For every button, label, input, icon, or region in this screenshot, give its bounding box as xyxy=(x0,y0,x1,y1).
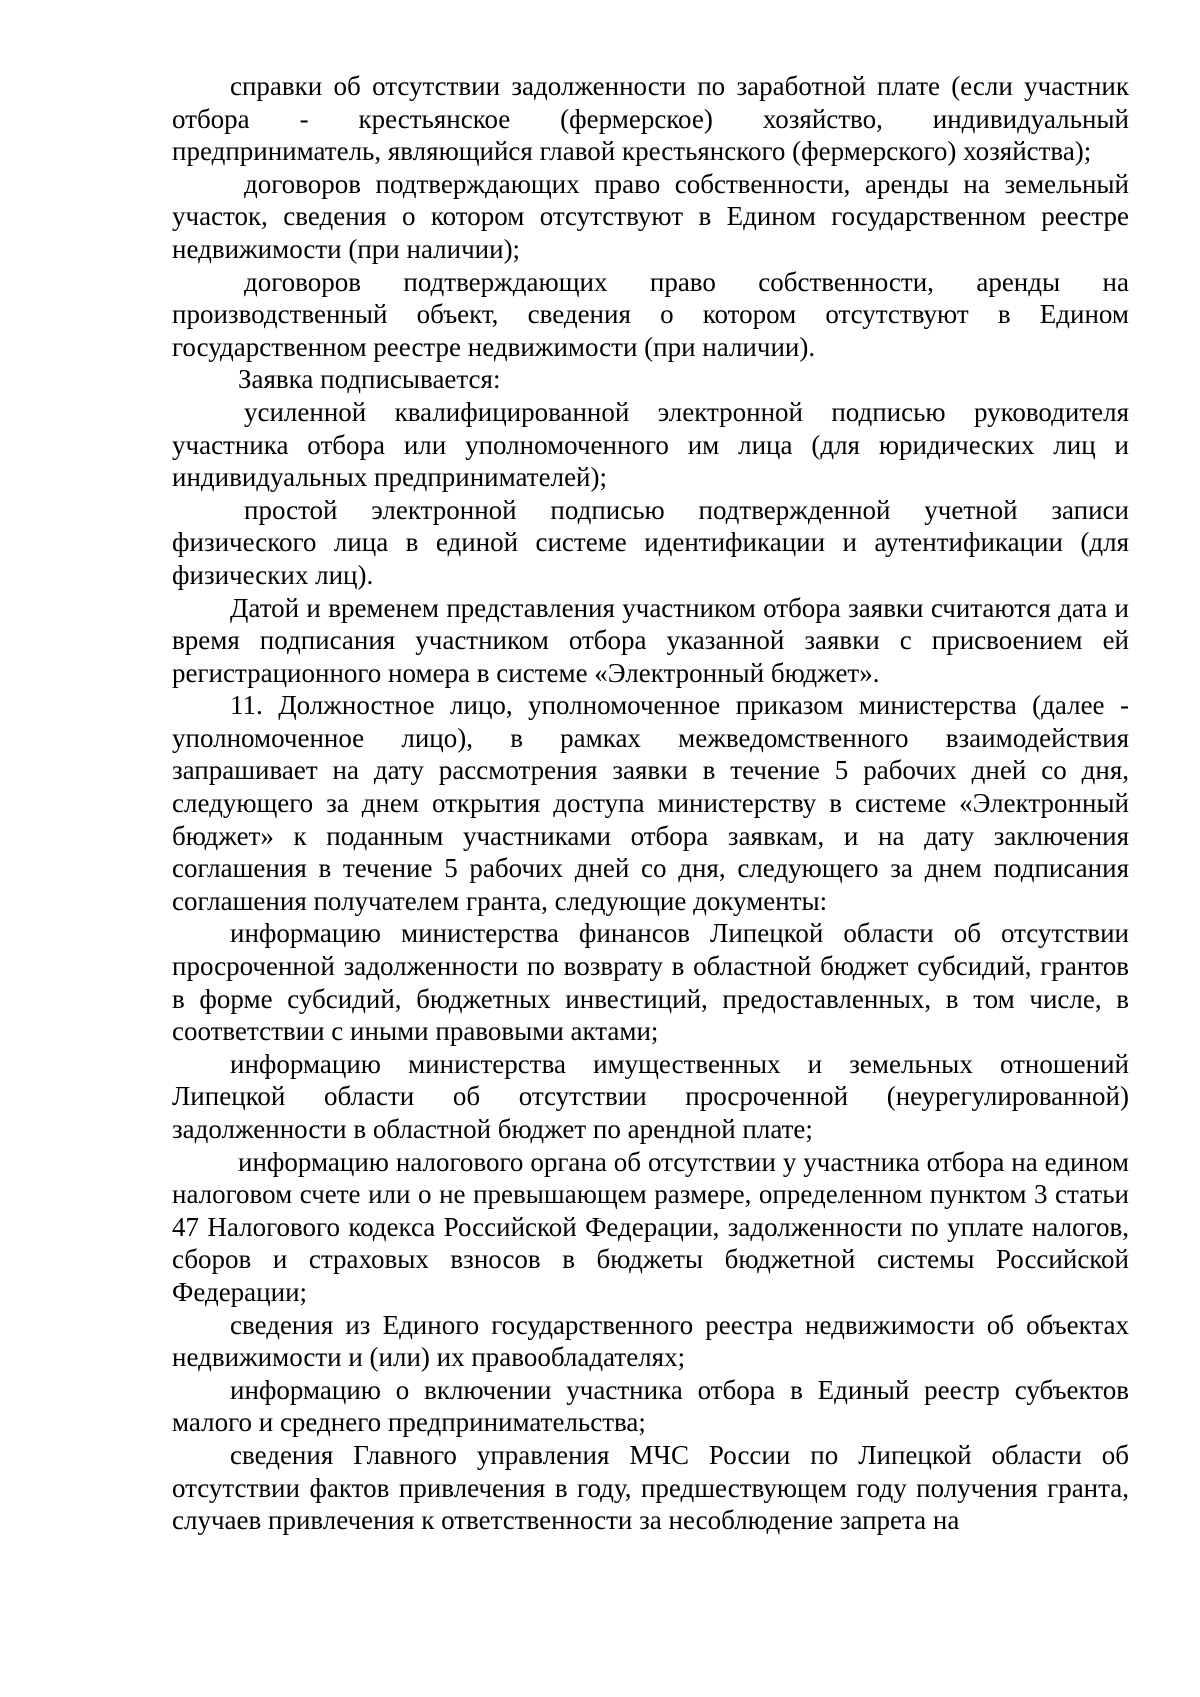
paragraph-emergency-ministry-info: сведения Главного управления МЧС России по Липецкой области об отсутствии фактов привлечения в году, предшествующем году получения гранта, случаев привлечения к ответственности за несоблюдение запрета на xyxy=(172,1439,1129,1536)
paragraph-sme-registry: информацию о включении участника отбора в Единый реестр субъектов малого и среднего предпринимательства; xyxy=(172,1374,1129,1438)
paragraph-finance-ministry-info: информацию министерства финансов Липецкой области об отсутствии просроченной задолженности по возврату в областной бюджет субсидий, грантов в форме субсидий, бюджетных инвестиций, предоставленных, в том числе, в соответствии с иными правовыми актами; xyxy=(172,918,1129,1047)
document-page xyxy=(172,70,1129,1537)
paragraph-land-plot-contracts: договоров подтверждающих право собственности, аренды на земельный участок, сведения о котором отсутствуют в Едином государственном реестре недвижимости (при наличии); xyxy=(172,168,1129,264)
paragraph-section-11: 11. Должностное лицо, уполномоченное приказом министерства (далее - уполномоченное лицо), в рамках межведомственного взаимодействия запрашивает на дату рассмотрения заявки в течение 5 рабочих дней со дня, следующего за днем открытия доступа министерству в системе «Электронный бюджет» к поданным участниками отбора заявкам, и на дату заключения соглашения в течение 5 рабочих дней со дня, следующего за днем подписания соглашения получателем гранта, следующие документы: xyxy=(172,690,1129,916)
paragraph-tax-authority-info: информацию налогового органа об отсутствии у участника отбора на едином налоговом счете или о не превышающем размере, определенном пунктом 3 статьи 47 Налогового кодекса Российской Федерации, задолженности по уплате налогов, сборов и страховых взносов в бюджеты бюджетной системы Российской Федерации; xyxy=(172,1146,1129,1307)
paragraph-salary-debt-certificate: справки об отсутствии задолженности по заработной плате (если участник отбора - крестьянское (фермерское) хозяйство, индивидуальный предприниматель, являющийся главой крестьянского (фермерского) хозяйства); xyxy=(172,71,1129,167)
paragraph-application-signing: Заявка подписывается: xyxy=(238,364,501,395)
paragraph-qualified-signature: усиленной квалифицированной электронной подписью руководителя участника отбора или уполномоченного им лица (для юридических лиц и индивидуальных предпринимателей); xyxy=(172,396,1129,493)
paragraph-simple-signature: простой электронной подписью подтвержденной учетной записи физического лица в единой системе идентификации и аутентификации (для физических лиц). xyxy=(172,494,1129,590)
paragraph-production-facility-contracts: договоров подтверждающих право собственности, аренды на производственный объект, сведения о котором отсутствуют в Едином государственном реестре недвижимости (при наличии). xyxy=(172,266,1129,362)
paragraph-property-ministry-info: информацию министерства имущественных и земельных отношений Липецкой области об отсутствии просроченной (неурегулированной) задолженности в областной бюджет по арендной плате; xyxy=(172,1048,1129,1144)
paragraph-real-estate-registry: сведения из Единого государственного реестра недвижимости об объектах недвижимости и (или) их правообладателях; xyxy=(172,1309,1129,1373)
paragraph-submission-date: Датой и временем представления участником отбора заявки считаются дата и время подписания участником отбора указанной заявки с присвоением ей регистрационного номера в системе «Электронный бюджет». xyxy=(172,592,1129,688)
